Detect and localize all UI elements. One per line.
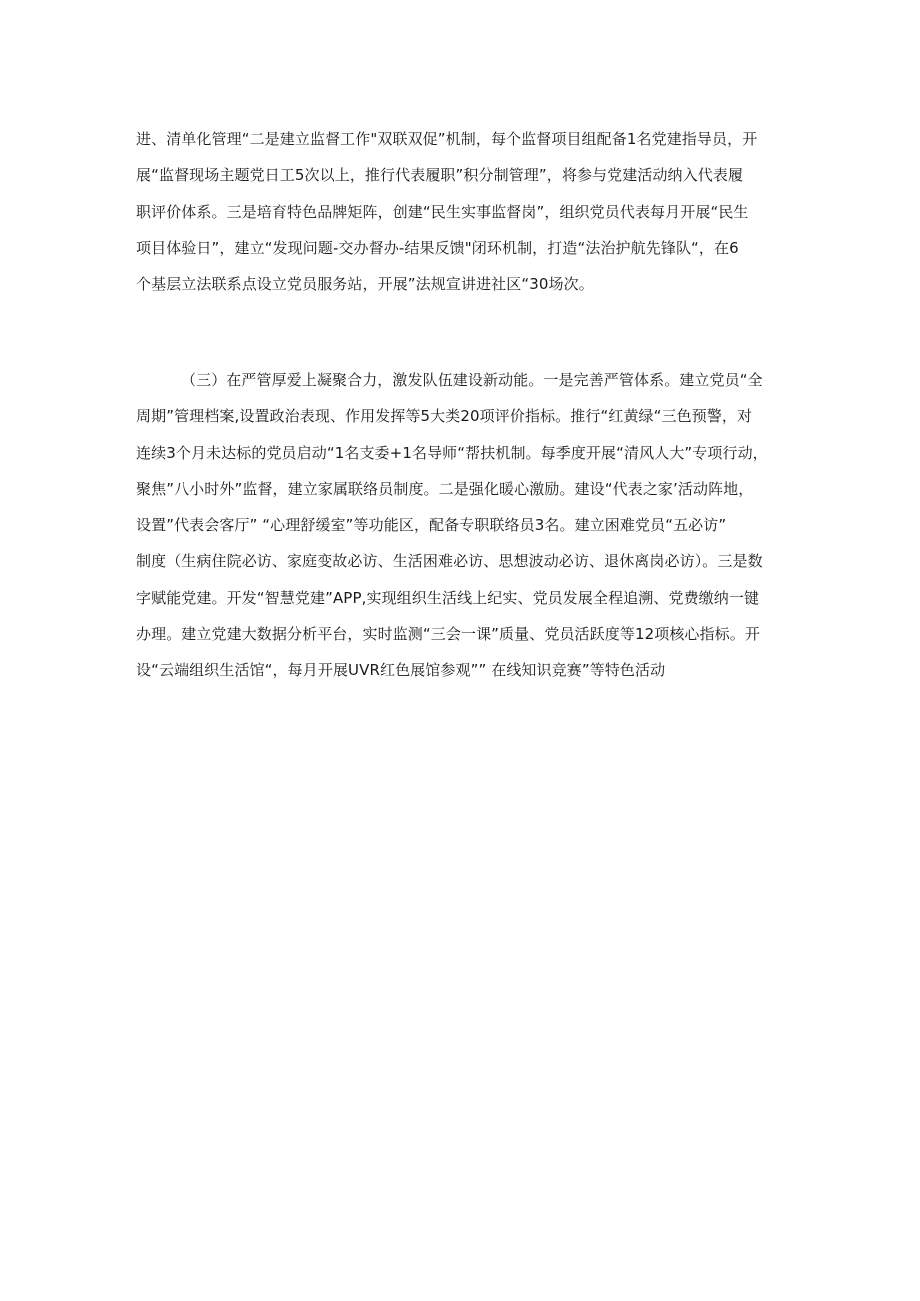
text-line: 连续3个月未达标的党员启动“1名支委+1名导师“帮扶机制。每季度开展“清风人大”专项行动，	[136, 443, 768, 462]
paragraph-2	[136, 362, 804, 689]
text-line: 项目体验日”，建立“发现问题-交办督办-结果反馈"闭环机制，打造“法治护航先锋队“，在6	[136, 238, 739, 257]
text-line: 字赋能党建。开发“智慧党建”APP,实现组织生活线上纪实、党员发展全程追溯、党费缴纳一键	[136, 588, 760, 607]
text-line: 职评价体系。三是培育特色品牌矩阵，创建“民生实事监督岗”，组织党员代表每月开展“民生	[136, 202, 749, 221]
text-line: 办理。建立党建大数据分析平台，实时监测“三会一课”质量、党员活跃度等12项核心指标。开	[136, 625, 760, 644]
text-line: 制度（生病住院必访、家庭变故必访、生活困难必访、思想波动必访、退休离岗必访）。三是数	[136, 552, 763, 571]
text-line: 聚焦”八小时外”监督，建立家属联络员制度。二是强化暖心激励。建设“代表之家’活动阵地，	[136, 479, 754, 498]
text-line: 个基层立法联系点设立党员服务站，开展”法规宣讲进社区“30场次。	[136, 275, 594, 294]
text-line: （三）在严管厚爱上凝聚合力，激发队伍建设新动能。一是完善严管体系。建立党员“全	[181, 371, 763, 389]
text-line: 周期”管理档案,设置政治表现、作用发挥等5大类20项评价指标。推行“红黄绿“三色预警，对	[136, 407, 753, 426]
paragraph-1	[136, 121, 804, 302]
text-line: 进、清单化管理“二是建立监督工作"双联双促”机制，每个监督项目组配备1名党建指导员，开	[136, 130, 758, 148]
text-line: 展“监督现场主题党日工5次以上，推行代表履职”积分制管理”，将参与党建活动纳入代表履	[136, 166, 744, 185]
text-line: 设“云端组织生活馆“，每月开展UVR红色展馆参观”” 在线知识竞赛”等特色活动	[136, 661, 666, 680]
text-line: 设置”代表会客厅” “心理舒缓室”等功能区，配备专职联络员3名。建立困难党员“五必访”	[136, 516, 727, 535]
